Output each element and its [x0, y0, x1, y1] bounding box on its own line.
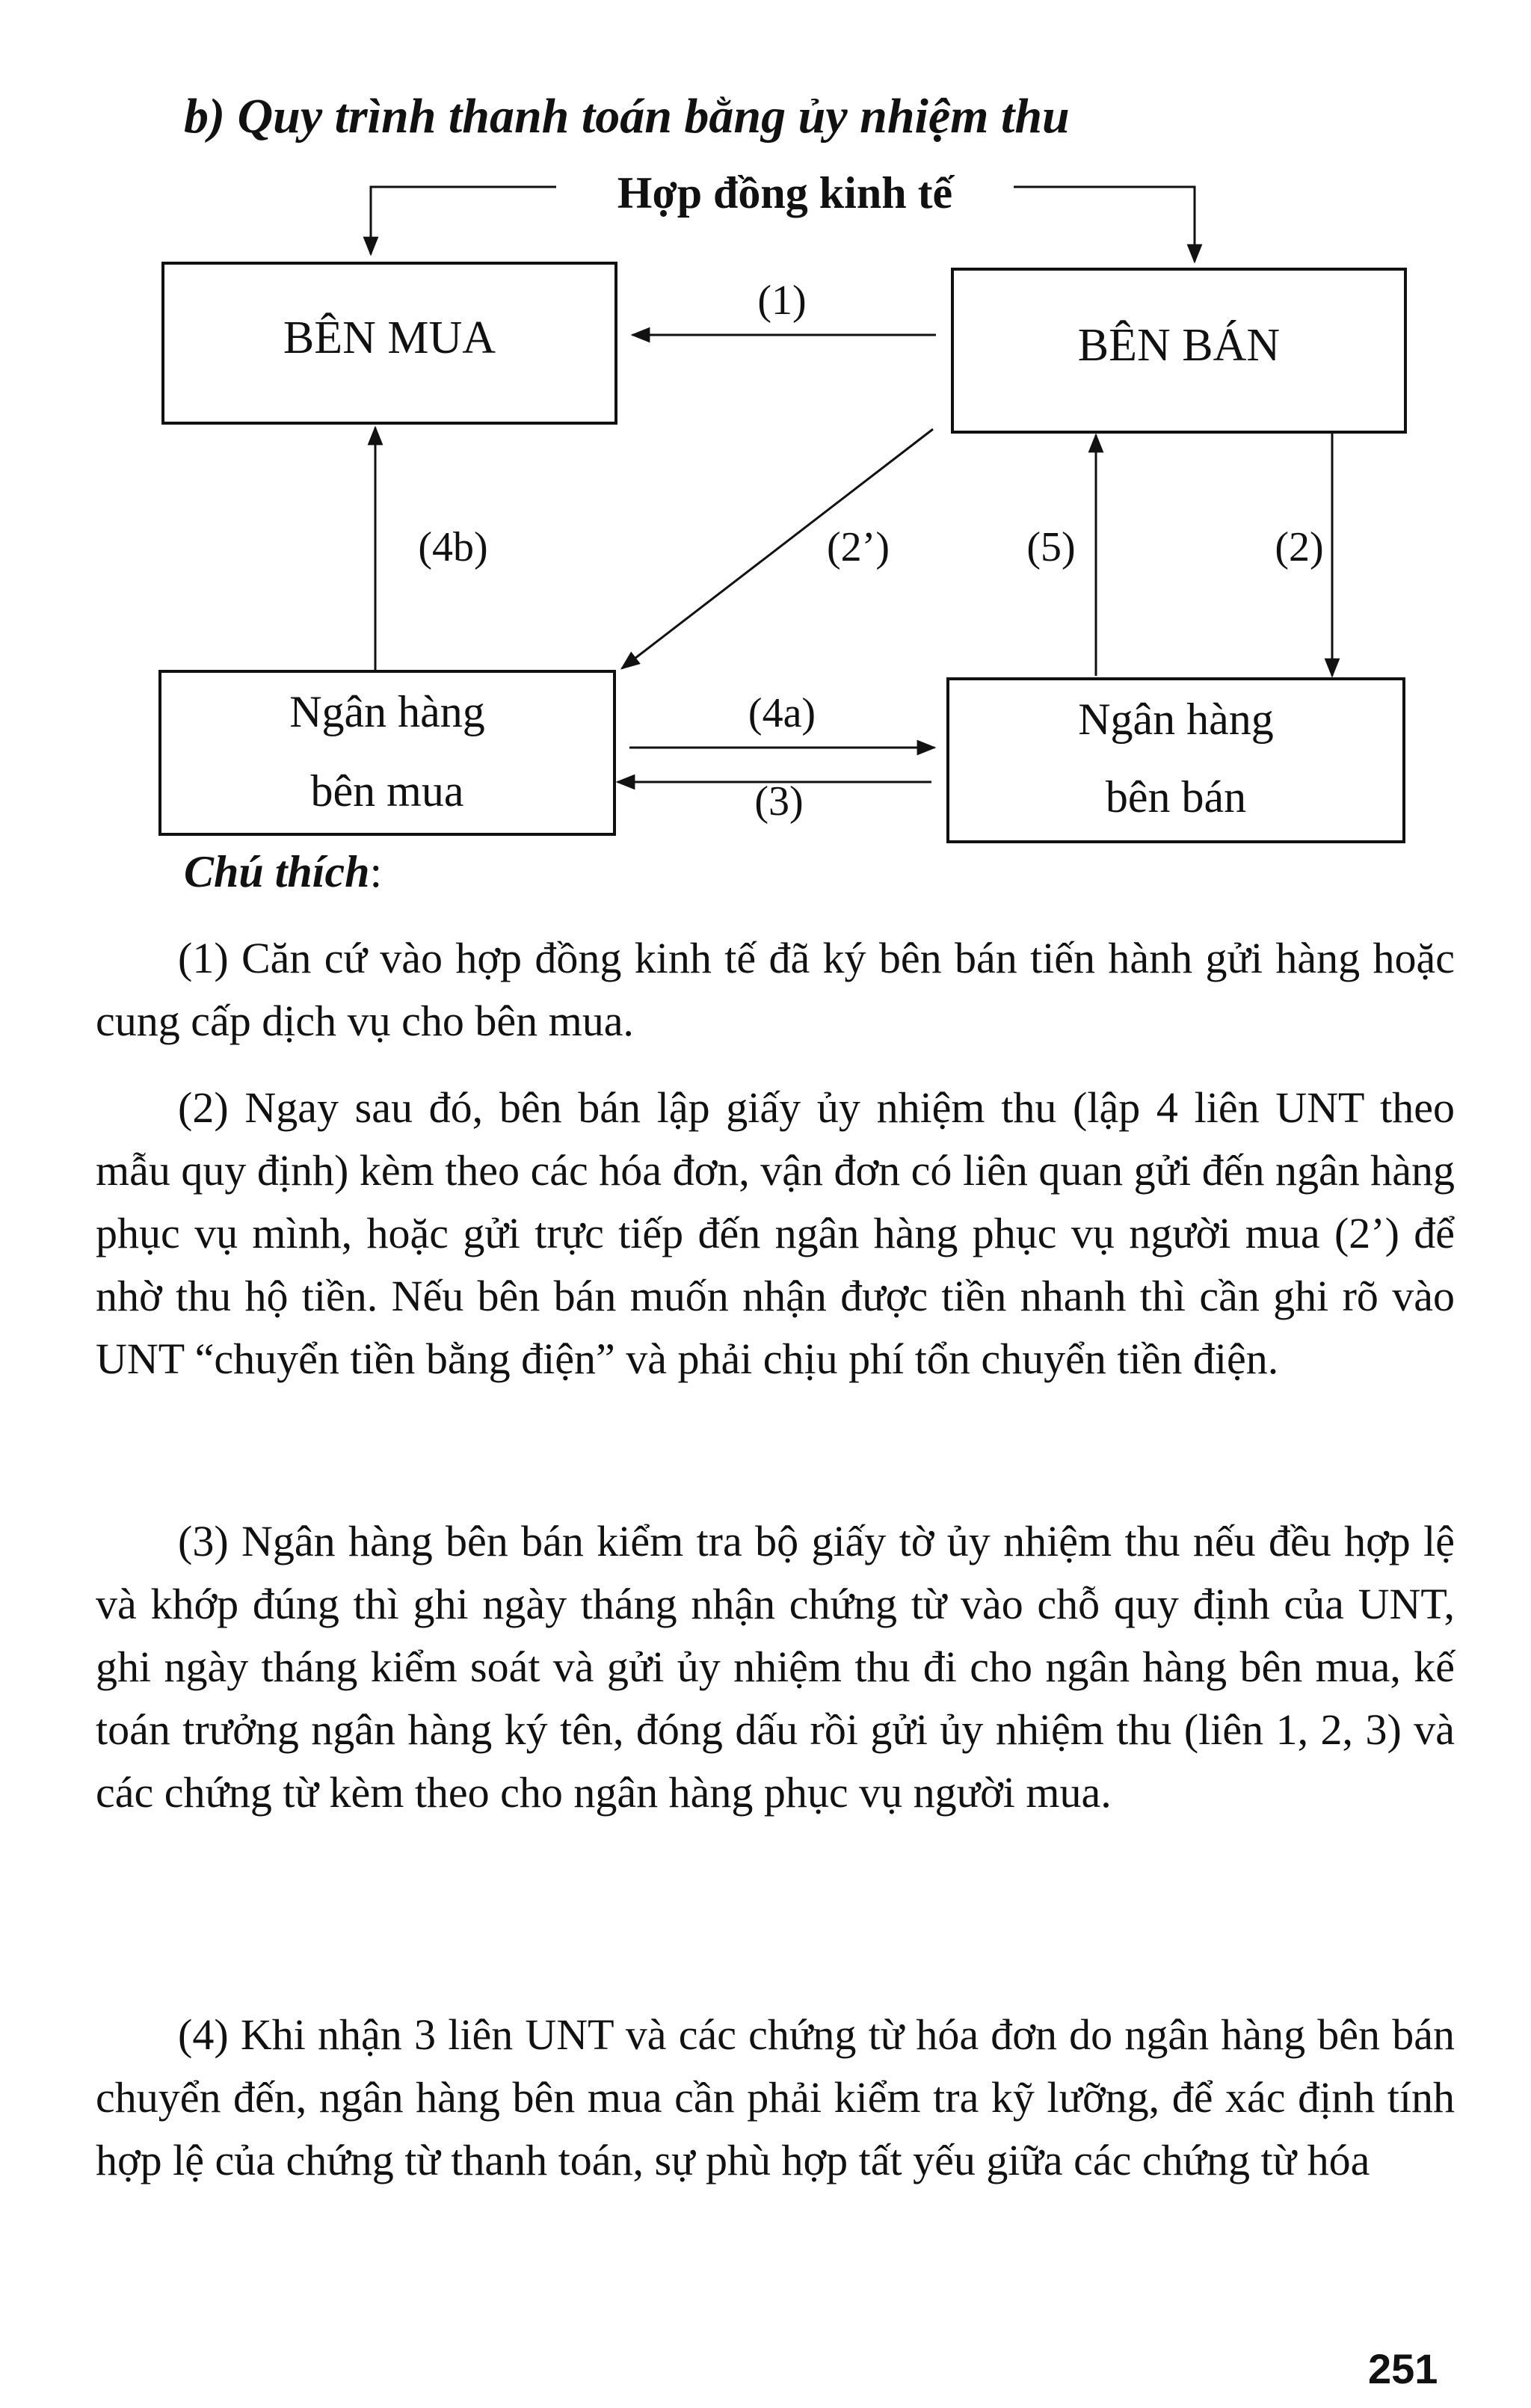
flow-2-label: (2) — [1275, 524, 1324, 570]
flow-4a-label: (4a) — [748, 690, 816, 736]
notes-heading-colon: : — [369, 847, 383, 896]
seller-node — [952, 269, 1405, 432]
payment-flow-diagram — [0, 0, 1531, 852]
flow-5-label: (5) — [1026, 524, 1076, 570]
seller-bank-label-line2: bên bán — [1105, 772, 1247, 822]
seller-bank-label-line1: Ngân hàng — [1078, 695, 1274, 744]
buyer-bank-node — [160, 671, 614, 834]
buyer-bank-label-line1: Ngân hàng — [289, 687, 485, 736]
flow-2prime-arrow — [622, 429, 933, 668]
note-item-4: (4) Khi nhận 3 liên UNT và các chứng từ hóa đơn do ngân hàng bên bán chuyển đến, ngân hàng bên mua cần phải kiểm tra kỹ lưỡng, để xác định tính hợp lệ của chứng từ thanh toán, sự phù hợp tất yếu giữa các chứng từ hóa — [96, 2010, 1455, 2184]
contract-label: Hợp đồng kinh tế — [617, 168, 953, 218]
flow-3-arrow — [617, 778, 931, 825]
seller-label: BÊN BÁN — [1077, 320, 1281, 371]
flow-1-label: (1) — [757, 277, 807, 324]
flow-1-arrow — [632, 277, 936, 335]
flow-2prime-label: (2’) — [827, 524, 890, 570]
section-heading: b) Quy trình thanh toán bằng ủy nhiệm thu — [184, 89, 1070, 144]
notes-heading-text: Chú thích — [184, 847, 370, 896]
buyer-label: BÊN MUA — [283, 312, 496, 363]
note-item-2: (2) Ngay sau đó, bên bán lập giấy ủy nhiệm thu (lập 4 liên UNT theo mẫu quy định) kèm theo các hóa đơn, vận đơn có liên quan gửi đến ngân hàng phục vụ mình, hoặc gửi trực tiếp đến ngân hàng phục vụ người mua (2’) để nhờ thu hộ tiền. Nếu bên bán muốn nhận được tiền nhanh thì cần ghi rõ vào UNT “chuyển tiền bằng điện” và phải chịu phí tổn chuyển tiền điện. — [96, 1083, 1455, 1383]
flow-4b-arrow — [375, 428, 488, 670]
buyer-bank-label-line2: bên mua — [310, 766, 464, 816]
flow-4a-arrow — [629, 690, 934, 748]
note-item-3: (3) Ngân hàng bên bán kiểm tra bộ giấy tờ ủy nhiệm thu nếu đều hợp lệ và khớp đúng thì ghi ngày tháng nhận chứng từ vào chỗ quy định của UNT, ghi ngày tháng kiểm soát và gửi ủy nhiệm thu đi cho ngân hàng bên mua, kế toán trưởng ngân hàng ký tên, đóng dấu rồi gửi ủy nhiệm thu (liên 1, 2, 3) và các chứng từ kèm theo cho ngân hàng phục vụ người mua. — [96, 1517, 1455, 1817]
flow-2-arrow — [1275, 434, 1332, 676]
buyer-node — [163, 263, 616, 423]
flow-3-label: (3) — [754, 778, 804, 825]
flow-5-arrow — [1026, 435, 1096, 676]
seller-bank-node — [948, 679, 1404, 842]
note-item-1: (1) Căn cứ vào hợp đồng kinh tế đã ký bên bán tiến hành gửi hàng hoặc cung cấp dịch vụ cho bên mua. — [96, 934, 1455, 1045]
notes-heading — [184, 846, 382, 898]
flow-4b-label: (4b) — [418, 524, 488, 570]
page-number: 251 — [1368, 2345, 1438, 2392]
